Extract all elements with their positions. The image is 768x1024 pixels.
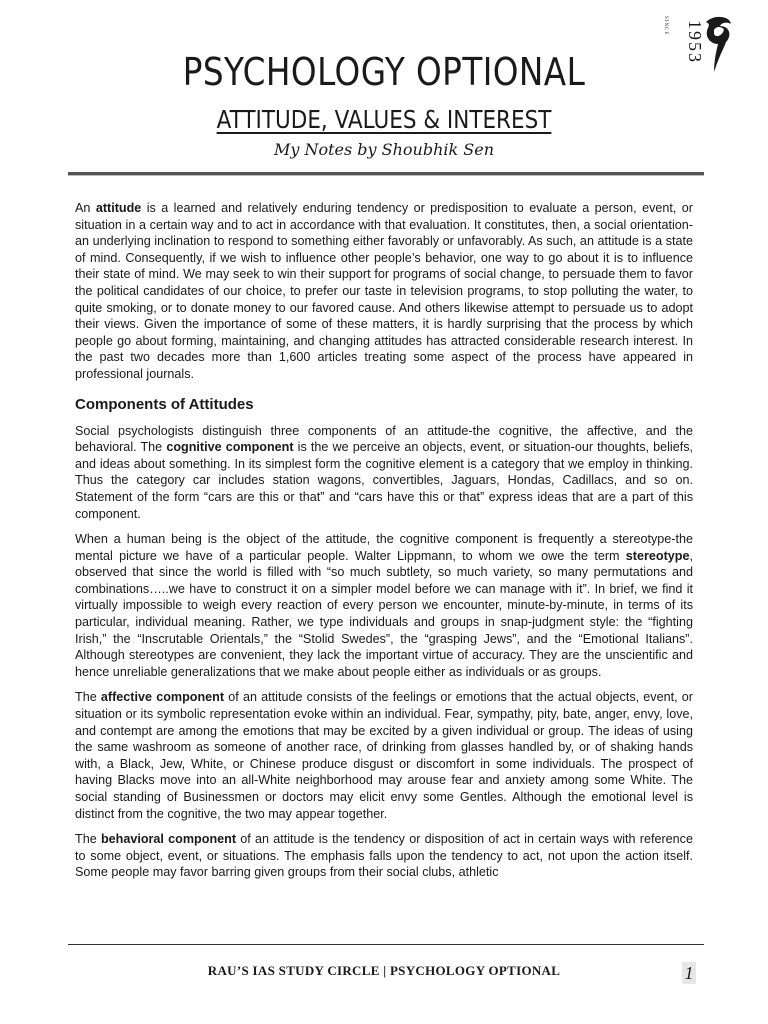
logo-year: 1953 [685,20,705,64]
paragraph-text: The [75,832,101,847]
header-divider [68,172,704,176]
bold-term: behavioral component [100,832,237,847]
author-byline: My Notes by Shoubhik Sen [273,140,495,159]
page-number: 1 [682,962,696,984]
footer-divider [68,944,704,945]
paragraph-text: Social psychologists distinguish three components of an attitude-the cognitive, the affective, and the behavioral. The [75,423,693,455]
paragraph-affective-component [75,689,693,822]
paragraph-text: of an attitude consists of the feelings or emotions that the actual objects, event, or situation or its symbolic representation evoke within an individual. Fear, sympathy, pity, bate, anger, envy, love, and contempt are among the emotions that may be excited by a given individual or group. The ideas of using the same washroom as someone of another race, of drinking from glasses handled by, or of shaking hands with, a Black, Jew, White, or Chinese produce disgust or discomfort in some individuals. The prospect of having Blacks move into an all-White neighborhood may arouse fear and anxiety among some White. The social standing of Businessmen or doctors may elicit envy some Gentles. Although the emotional level is distinct from the cognitive, the two may appear together. [75,690,693,821]
paragraph-text: is a learned and relatively enduring tendency or predisposition to evaluate a person, event, or situation in a certain way and to act in accordance with that evaluation. It constitutes, then, a social orientation-an underlying inclination to respond to something either favorably or unfavorably. As such, an attitude is a state of mind. Consequently, if we wish to influence other people’s behavior, one way to go about it is to influence their state of mind. We may seek to win their support for programs of social change, to persuade them to favor the political candidates of our choice, to prefer our taste in television programs, to stop polluting the water, to quite smoking, or to donate money to our favored cause. And others likewise attempt to persuade us to adopt their views. Given the importance of some of these matters, it is hardly surprising that the process by which people go about forming, maintaining, and changing attitudes has attracted considerable research interest. In the past two decades more than 1,600 articles treating some aspect of the process have appeared in professional journals. [75,201,694,381]
paragraph-text: of an attitude is the tendency or disposition of act in certain ways with reference to some object, event, or situations. The emphasis falls upon the tendency to act, not upon the action itself. Some people may favor barring given groups from their social clubs, athletic [75,832,693,880]
bold-term: attitude [95,201,142,215]
paragraph-behavioral-component [75,831,693,881]
document-subtitle [54,105,714,134]
footer-text: RAU’S IAS STUDY CIRCLE | PSYCHOLOGY OPTIONAL [207,963,561,978]
paragraph-text: is the we perceive an objects, event, or situation-our thoughts, beliefs, and ideas about something. In its simplest form the cognitive element is a category that we employ in thinking. Thus the category car includes station wagons, convertibles, Jaguars, Hondas, Cadillacs, and so on. Statement of the form “cars are this or that” and “cars have this or that” express ideas that are a part of this component. [75,440,693,521]
paragraph-text: When a human being is the object of the attitude, the cognitive component is frequently a stereotype-the mental picture we have of a particular people. Walter Lippmann, to whom we owe the term [75,532,693,563]
paragraph-text: The [75,690,101,705]
document-title: PSYCHOLOGY OPTIONAL [182,50,586,94]
document-body [75,200,693,890]
document-subtitle-text: ATTITUDE, VALUES & INTEREST [216,105,552,134]
paragraph-text: , observed that since the world is filled with “so much subtlety, so much variety, so many permutations and combinations…..we have to construct it on a simpler model before we can manage with it”. In brief, we find it virtually impossible to weigh every reaction of every person we encounter, minute-by-minute, in terms of its particular, individual meaning. Rather, we type individuals and groups in snap-judgment style: the “fighting Irish,” the “Inscrutable Orientals,” the “Stolid Swedes”, the “grasping Jews”, and the “Emotional Italians”. Although stereotypes are convenient, they lack the important virtue of accuracy. They are the unscientific and hence unreliable generalizations that we make about people either as individuals or as groups. [75,548,693,679]
bold-term: affective component [100,690,225,705]
logo-since-label: SINCE [663,16,668,36]
bold-term: cognitive component [166,440,294,455]
section-heading: Components of Attitudes [75,395,254,413]
paragraph-stereotype [75,531,693,680]
paragraph-attitude-definition [75,200,693,383]
bold-term: stereotype [625,548,690,563]
paragraph-text: An [75,201,96,215]
paragraph-cognitive-component [75,423,693,523]
